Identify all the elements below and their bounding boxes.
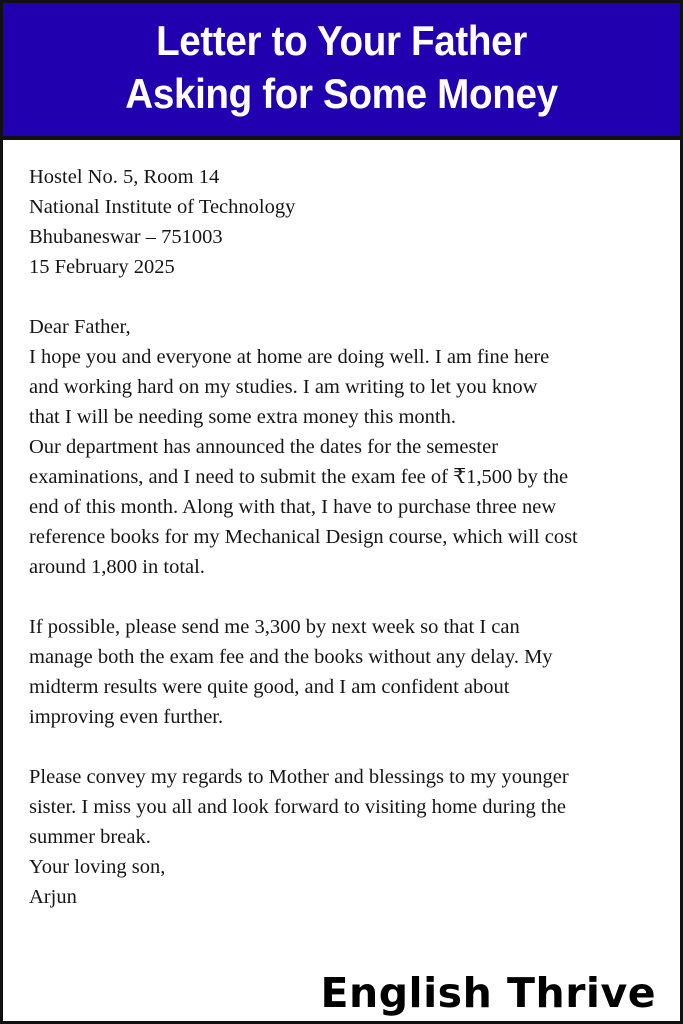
date-line: 15 February 2025 — [29, 256, 175, 278]
title-line-2: Asking for Some Money — [125, 69, 558, 117]
brand-wordmark: English Thrive — [320, 968, 656, 1017]
title-line-1: Letter to Your Father — [156, 17, 527, 64]
address-line: National Institute of Technology — [29, 196, 296, 218]
paragraph-2 — [29, 432, 654, 582]
address-block — [29, 162, 654, 282]
paragraph-line: If possible, please send me 3,300 by next week so that I can — [29, 616, 520, 638]
closing-block — [29, 852, 654, 912]
address-line: Bhubaneswar – 751003 — [29, 226, 223, 248]
closing-text: Your loving son, — [29, 856, 166, 878]
paragraph-line: summer break. — [29, 826, 151, 848]
paragraph-line: Please convey my regards to Mother and blessings to my younger — [29, 766, 569, 788]
paragraph-line: examinations, and I need to submit the exam fee of ₹1,500 by the — [29, 466, 569, 488]
paragraph-1 — [29, 342, 654, 432]
salutation — [29, 312, 654, 342]
letter-body — [3, 140, 680, 972]
paragraph-line: Our department has announced the dates for the semester — [29, 436, 499, 458]
salutation-text: Dear Father, — [29, 316, 131, 338]
address-line: Hostel No. 5, Room 14 — [29, 166, 220, 188]
paragraph-line: sister. I miss you all and look forward to visiting home during the — [29, 796, 566, 818]
paragraph-spacer — [29, 732, 654, 762]
paragraph-line: end of this month. Along with that, I have to purchase three new — [29, 496, 557, 518]
paragraph-line: that I will be needing some extra money this month. — [29, 406, 456, 428]
paragraph-line: midterm results were quite good, and I am confident about — [29, 676, 510, 698]
brand-footer — [3, 968, 680, 1021]
paragraph-spacer — [29, 582, 654, 612]
signature-text: Arjun — [29, 886, 77, 908]
paragraph-line: reference books for my Mechanical Design course, which will cost — [29, 526, 578, 548]
paragraph-4 — [29, 762, 654, 852]
paragraph-line: I hope you and everyone at home are doing well. I am fine here — [29, 346, 550, 368]
paragraph-line: and working hard on my studies. I am writing to let you know — [29, 376, 538, 398]
paragraph-line: manage both the exam fee and the books without any delay. My — [29, 646, 553, 668]
paragraph-line: around 1,800 in total. — [29, 556, 205, 578]
paragraph-3 — [29, 612, 654, 732]
title-banner — [3, 3, 680, 140]
paragraph-line: improving even further. — [29, 706, 224, 728]
